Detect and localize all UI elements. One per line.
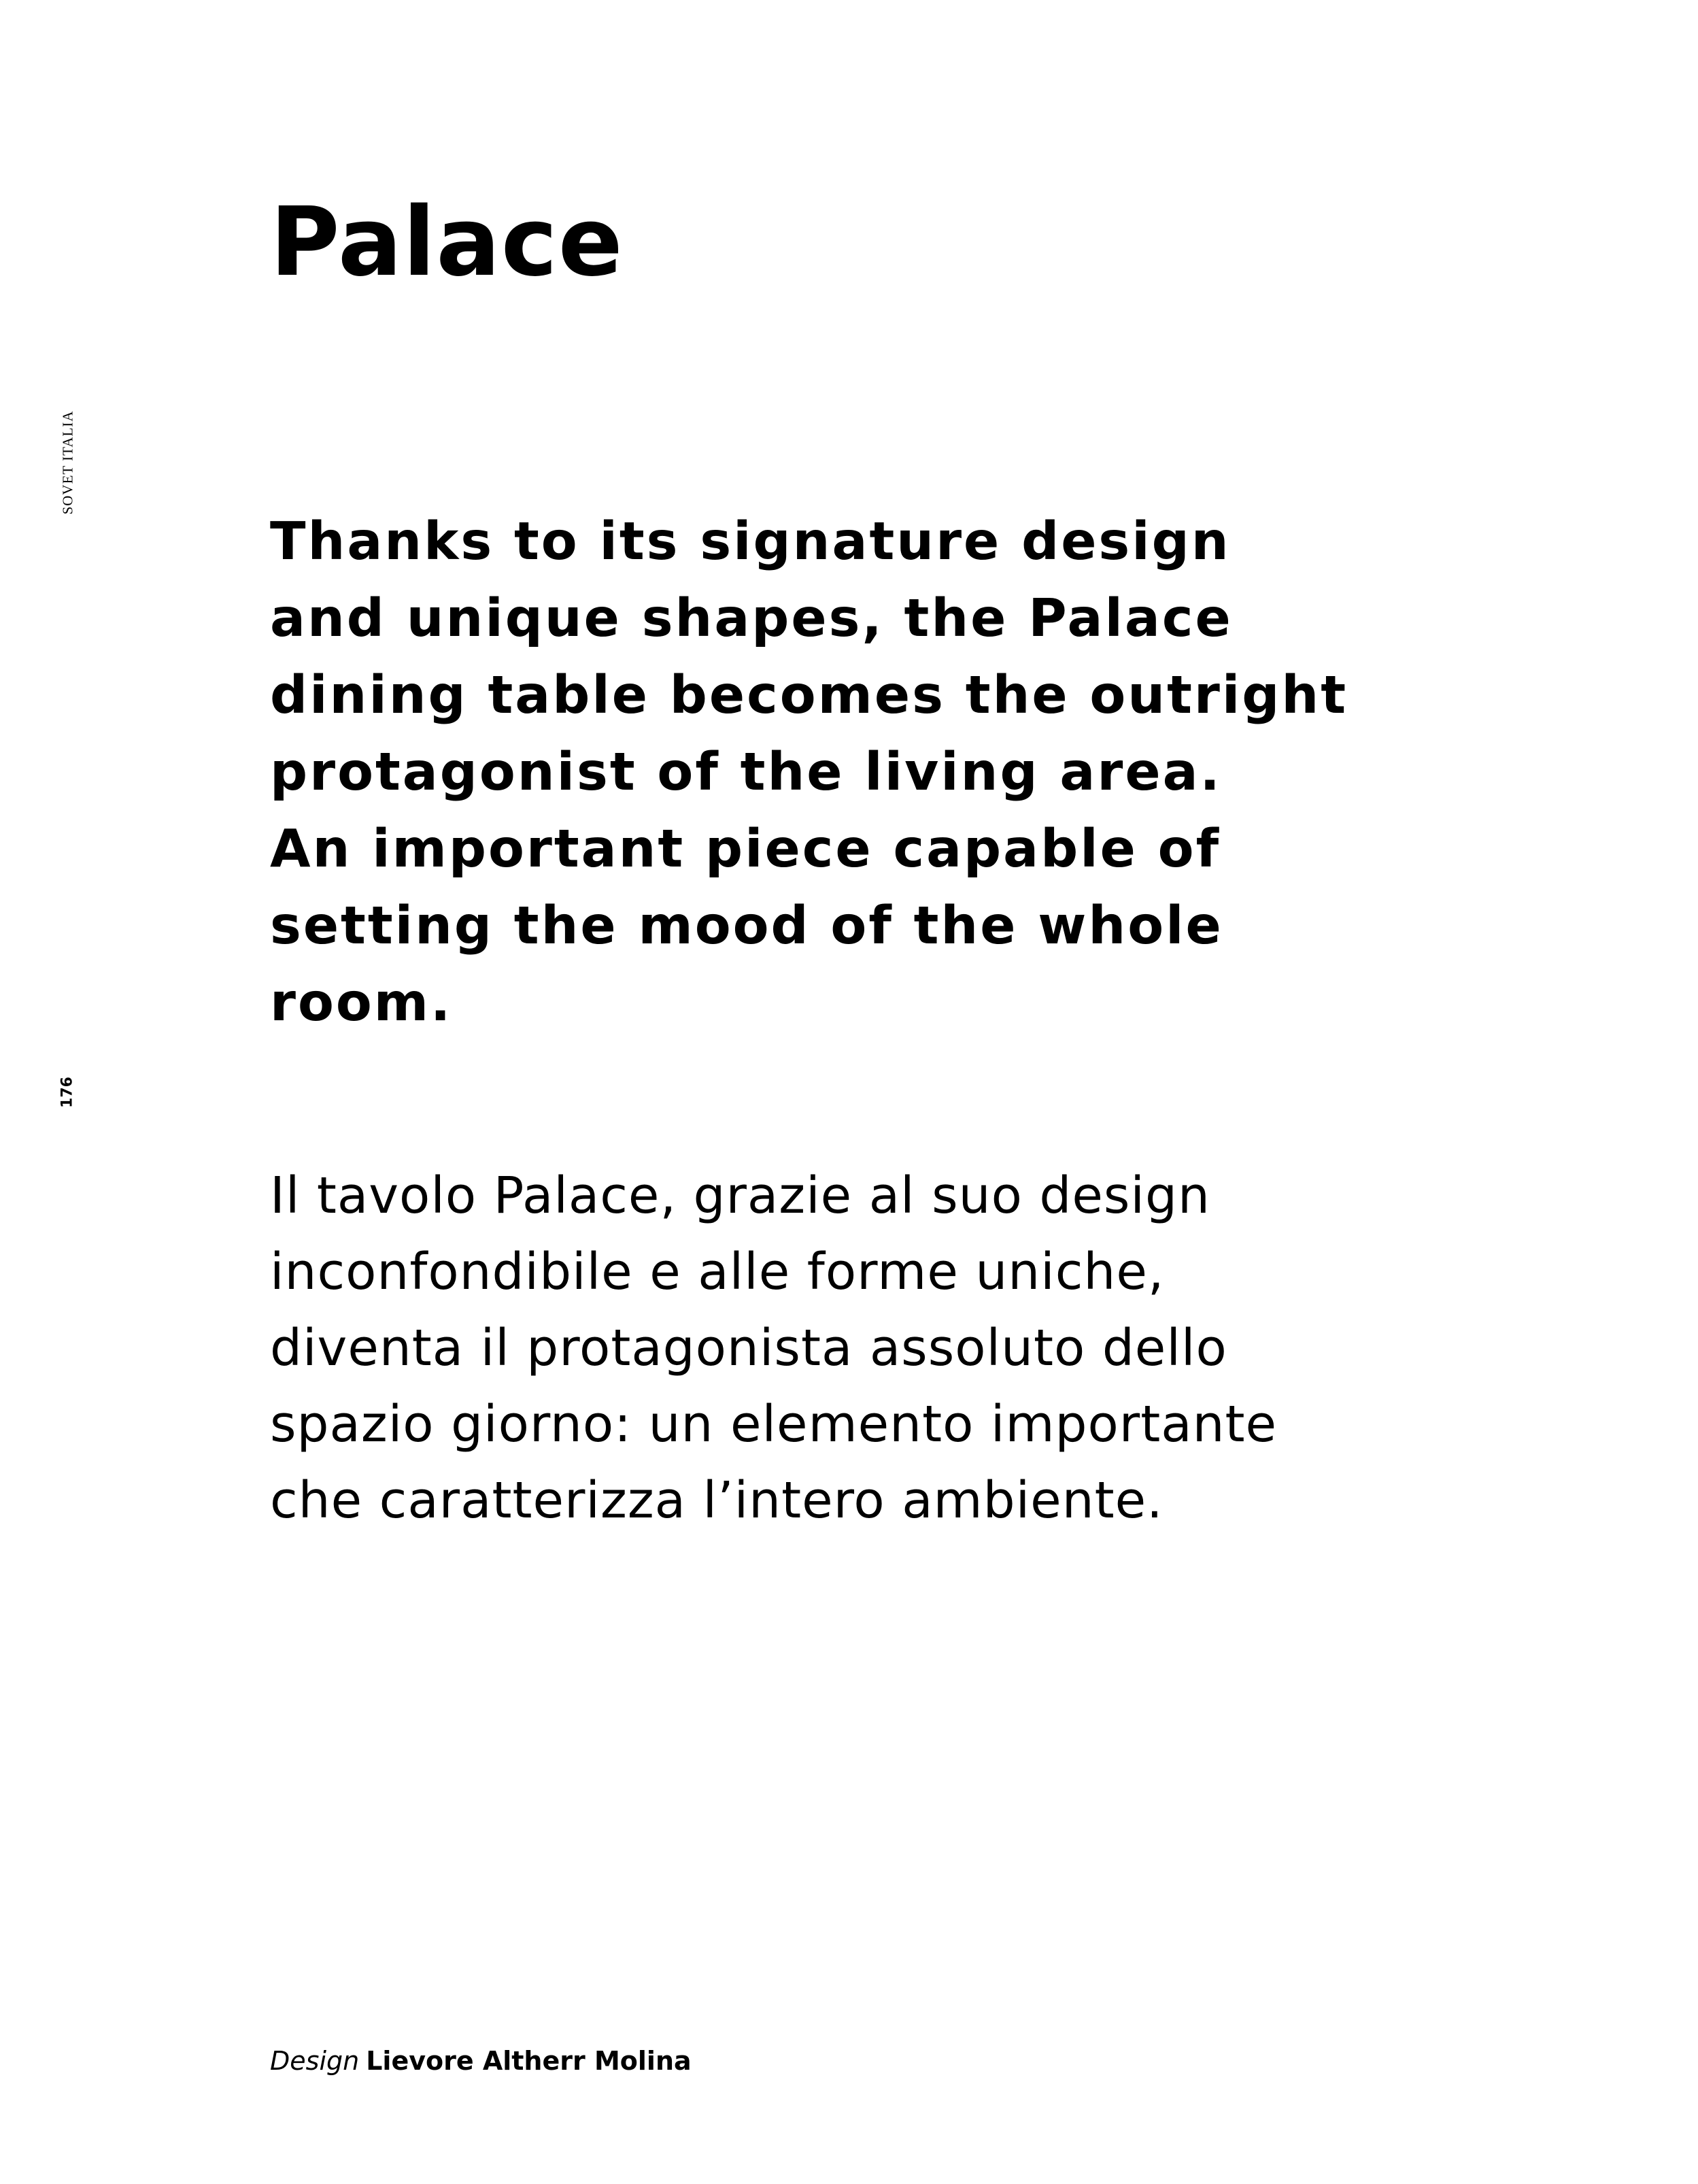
designer-name: Lievore Altherr Molina bbox=[366, 2046, 692, 2076]
body-line: spazio giorno: un elemento importante bbox=[270, 1395, 1278, 1454]
body-line: che caratterizza l’intero ambiente. bbox=[270, 1471, 1164, 1530]
page-number: 176 bbox=[58, 1077, 76, 1108]
credit-label: Design bbox=[270, 2046, 360, 2076]
lead-line: setting the mood of the whole bbox=[270, 896, 1223, 956]
body-line: inconfondibile e alle forme uniche, bbox=[270, 1243, 1165, 1301]
lead-paragraph-english bbox=[270, 503, 1348, 1041]
body-line: Il tavolo Palace, grazie al suo design bbox=[270, 1166, 1210, 1225]
body-line: diventa il protagonista assoluto dello bbox=[270, 1319, 1227, 1377]
page-title: Palace bbox=[270, 187, 624, 298]
design-credit bbox=[270, 2046, 692, 2076]
lead-line: and unique shapes, the Palace bbox=[270, 588, 1233, 649]
side-brand-label: SOVET ITALIA bbox=[59, 410, 76, 515]
lead-line: An important piece capable of bbox=[270, 819, 1221, 879]
lead-line: Thanks to its signature design bbox=[270, 511, 1231, 572]
body-paragraph-italian bbox=[270, 1158, 1277, 1539]
lead-line: protagonist of the living area. bbox=[270, 742, 1222, 803]
lead-line: room. bbox=[270, 973, 453, 1033]
lead-line: dining table becomes the outright bbox=[270, 665, 1348, 726]
